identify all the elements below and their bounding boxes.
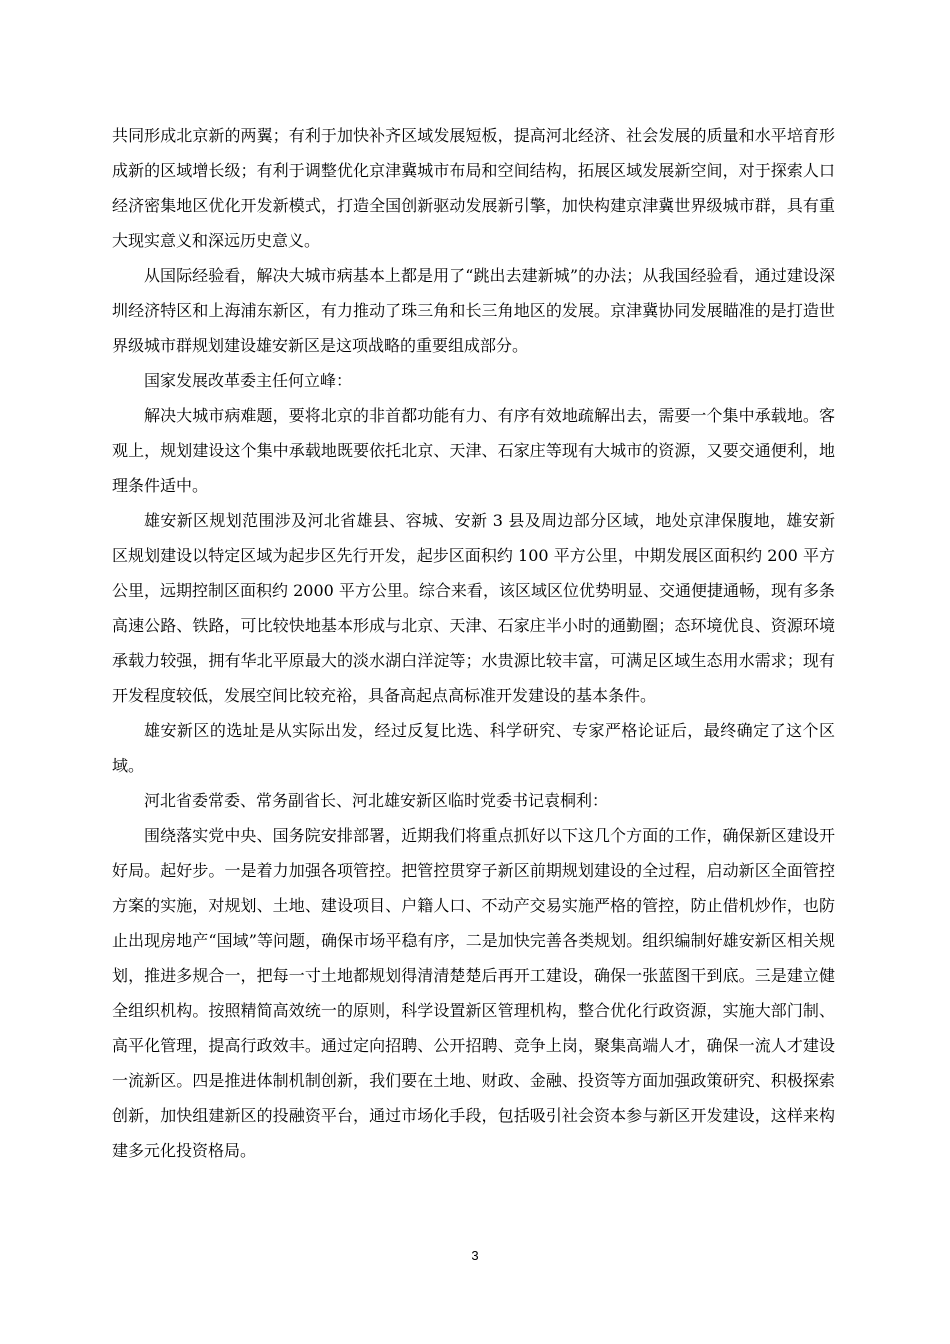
paragraph-1: 共同形成北京新的两翼；有利于加快补齐区域发展短板，提高河北经济、社会发展的质量和水平培育形成新的区域增长级；有利于调整优化京津冀城市布局和空间结构，拓展区域发展新空间，对于探索人口经济密集地区优化开发新模式，打造全国创新驱动发展新引擎，加快构建京津冀世界级城市群，具有重大现实意义和深远历史意义。 (112, 126, 835, 250)
page-number: 3 (471, 1248, 479, 1263)
paragraph-6: 雄安新区的选址是从实际出发，经过反复比选、科学研究、专家严格论证后，最终确定了这个区域。 (112, 721, 835, 775)
paragraph-2: 从国际经验看，解决大城市病基本上都是用了“跳出去建新城”的办法；从我国经验看，通过建设深圳经济特区和上海浦东新区，有力推动了珠三角和长三角地区的发展。京津冀协同发展瞄准的是打造世界级城市群规划建设雄安新区是这项战略的重要组成部分。 (112, 266, 835, 355)
speaker-heading-yuan-tongli: 河北省委常委、常务副省长、河北雄安新区临时党委书记袁桐利： (144, 791, 609, 810)
paragraph-8: 围绕落实党中央、国务院安排部署，近期我们将重点抓好以下这几个方面的工作，确保新区建设开好局。起好步。一是着力加强各项管控。把管控贯穿子新区前期规划建设的全过程，启动新区全面管控方案的实施，对规划、土地、建设项目、户籍人口、不动产交易实施严格的管控，防止借机炒作，也防止出现房地产“国域”等问题，确保市场平稳有序，二是加快完善各类规划。组织编制好雄安新区相关规划，推进多规合一，把每一寸土地都规划得清清楚楚后再开工建设，确保一张蓝图干到底。三是建立健全组织机构。按照精简高效统一的原则，科学设置新区管理机构，整合优化行政资源，实施大部门制、高平化管理，提高行政效丰。通过定向招聘、公开招聘、竞争上岗，聚集高端人才，确保一流人才建设一流新区。四是推进体制机制创新，我们要在土地、财政、金融、投资等方面加强政策研究、积极探索创新，加快组建新区的投融资平台，通过市场化手段，包括吸引社会资本参与新区开发建设，这样来构建多元化投资格局。 (112, 826, 835, 1160)
document-body (112, 118, 835, 1168)
paragraph-5: 雄安新区规划范围涉及河北省雄县、容城、安新 3 县及周边部分区域，地处京津保腹地，雄安新区规划建设以特定区域为起步区先行开发，起步区面积约 100 平方公里，中期发展区面积约 200 平方公里，远期控制区面积约 2000 平方公里。综合来看，该区域区位优势明显、交通便捷通畅，现有多条高速公路、铁路，可比较快地基本形成与北京、天津、石家庄半小时的通勤圈；态环境优良、资源环境承载力较强，拥有华北平原最大的淡水湖白洋淀等；水贵源比较丰富，可满足区域生态用水需求；现有开发程度较低，发展空间比较充裕，具备高起点高标准开发建设的基本条件。 (112, 511, 835, 705)
paragraph-4: 解决大城市病难题，要将北京的非首都功能有力、有序有效地疏解出去，需要一个集中承载地。客观上，规划建设这个集中承载地既要依托北京、天津、石家庄等现有大城市的资源，又要交通便利，地理条件适中。 (112, 406, 835, 495)
speaker-heading-he-lifeng: 国家发展改革委主任何立峰： (144, 371, 353, 390)
